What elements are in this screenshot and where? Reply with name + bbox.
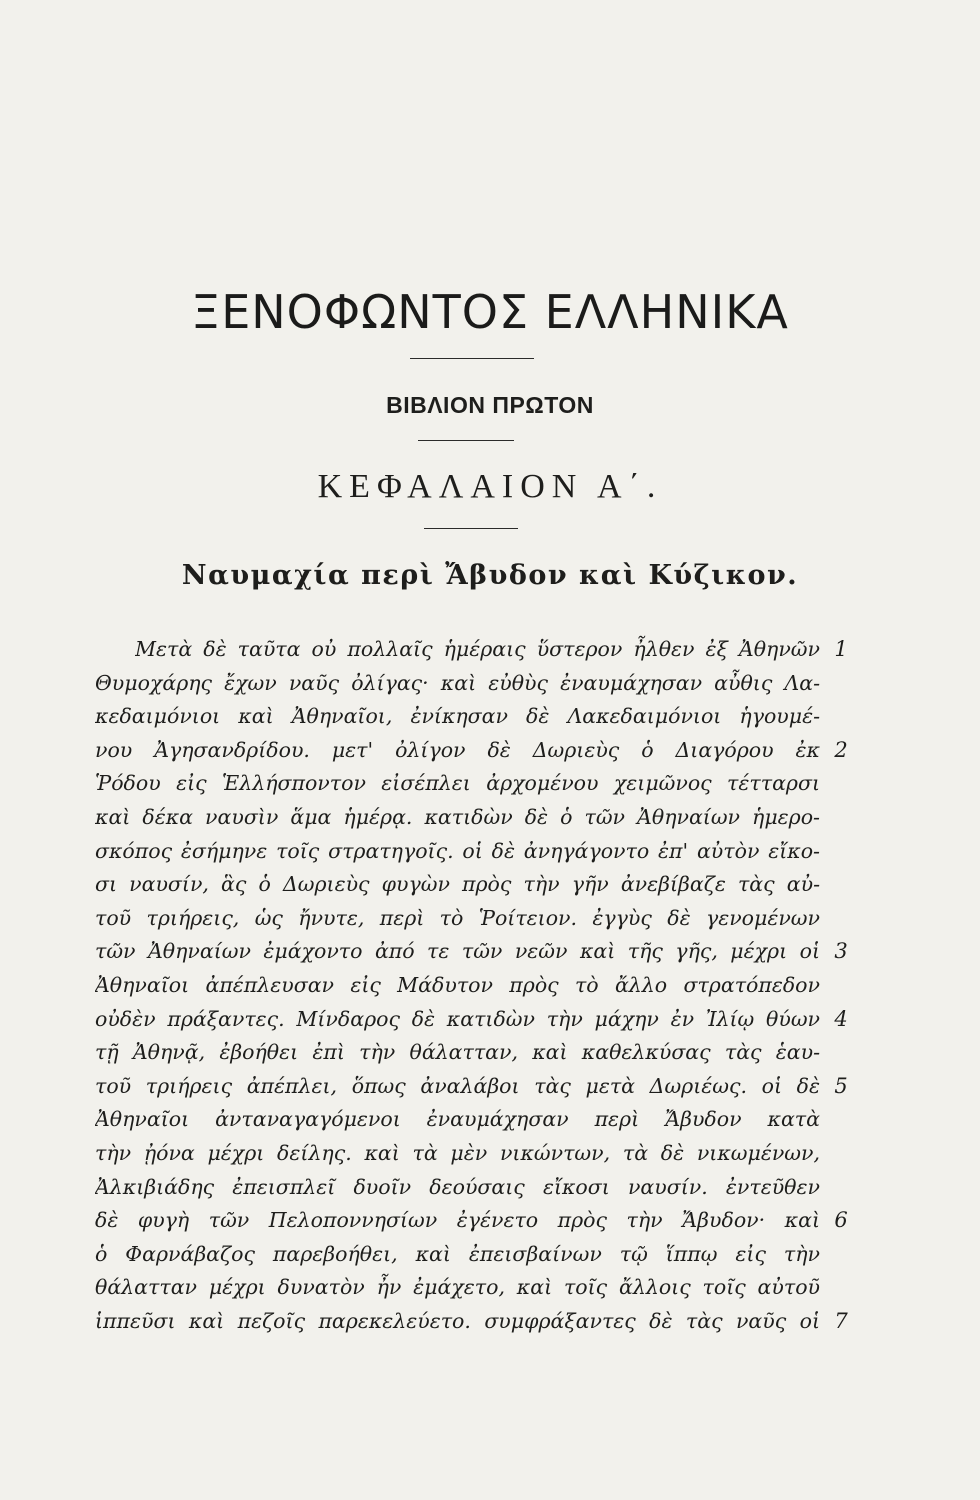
text-line: σκόπος ἐσήμηνε τοῖς στρατηγοῖς. οἱ δὲ ἀνηγάγοντο ἐπ' αὐτὸν εἴκο- xyxy=(95,838,820,863)
text-line: οὐδὲν πράξαντες. Μίνδαρος δὲ κατιδὼν τὴν μάχην ἐν Ἰλίῳ θύων xyxy=(95,1006,820,1031)
text-line: κεδαιμόνιοι καὶ Ἀθηναῖοι, ἐνίκησαν δὲ Λακεδαιμόνιοι ἡγουμέ- xyxy=(95,704,820,729)
rule-2 xyxy=(418,440,514,441)
text-line: Ἀθηναῖοι ἀνταναγαγόμενοι ἐναυμάχησαν περὶ Ἄβυδον κατὰ xyxy=(95,1107,820,1132)
book-heading: ΒΙΒΛΙΟΝ ΠΡΩΤΟΝ xyxy=(386,392,594,418)
text-line: θάλατταν μέχρι δυνατὸν ἦν ἐμάχετο, καὶ τοῖς ἄλλοις τοῖς αὐτοῦ xyxy=(95,1275,820,1300)
text-line: νου Ἀγησανδρίδου. μετ' ὀλίγον δὲ Δωριεὺς ὁ Διαγόρου ἐκ xyxy=(95,737,820,762)
section-number: 5 xyxy=(834,1073,848,1098)
text-line: δὲ φυγὴ τῶν Πελοποννησίων ἐγένετο πρὸς τὴν Ἄβυδον· καὶ xyxy=(95,1208,820,1233)
text-line: Ῥόδου εἰς Ἑλλήσποντον εἰσέπλει ἀρχομένου χειμῶνος τέτταρσι xyxy=(95,771,820,796)
text-line: Ἀθηναῖοι ἀπέπλευσαν εἰς Μάδυτον πρὸς τὸ ἄλλο στρατόπεδον xyxy=(95,973,820,997)
text-line: Ἀλκιβιάδης ἐπεισπλεῖ δυοῖν δεούσαις εἴκοσι ναυσίν. ἐντεῦθεν xyxy=(95,1174,820,1199)
text-line: τὴν ᾐόνα μέχρι δείλης. καὶ τὰ μὲν νικώντων, τὰ δὲ νικωμένων, xyxy=(95,1141,820,1165)
text-line: ὁ Φαρνάβαζος παρεβοήθει, καὶ ἐπεισβαίνων τῷ ἵππῳ εἰς τὴν xyxy=(95,1241,820,1266)
text-line: Θυμοχάρης ἔχων ναῦς ὀλίγας· καὶ εὐθὺς ἐναυμάχησαν αὖθις Λα- xyxy=(95,670,820,695)
text-line: Μετὰ δὲ ταῦτα οὐ πολλαῖς ἡμέραις ὕστερον ἦλθεν ἐξ Ἀθηνῶν xyxy=(135,637,820,661)
text-line: τῇ Ἀθηνᾷ, ἐβοήθει ἐπὶ τὴν θάλατταν, καὶ καθελκύσας τὰς ἑαυ- xyxy=(95,1040,820,1065)
text-line: καὶ δέκα ναυσὶν ἅμα ἡμέρᾳ. κατιδὼν δὲ ὁ τῶν Ἀθηναίων ἡμερο- xyxy=(95,805,820,829)
chapter-heading: ΚΕΦΑΛΑΙΟΝ Α΄. xyxy=(317,468,663,505)
section-number: 7 xyxy=(834,1309,848,1333)
section-heading: Ναυμαχία περὶ Ἄβυδον καὶ Κύζικον. xyxy=(181,560,799,591)
text-line: τοῦ τριήρεις ἀπέπλει, ὅπως ἀναλάβοι τὰς μετὰ Δωριέως. οἱ δὲ xyxy=(95,1073,820,1098)
section-number: 3 xyxy=(834,939,848,964)
section-number: 4 xyxy=(834,1006,848,1031)
text-line: σι ναυσίν, ἃς ὁ Δωριεὺς φυγὼν πρὸς τὴν γῆν ἀνεβίβαζε τὰς αὐ- xyxy=(95,872,820,897)
section-number: 6 xyxy=(834,1208,848,1233)
text-line: ἱππεῦσι καὶ πεζοῖς παρεκελεύετο. συμφράξαντες δὲ τὰς ναῦς οἱ xyxy=(95,1309,820,1333)
text-line: τῶν Ἀθηναίων ἐμάχοντο ἀπό τε τῶν νεῶν καὶ τῆς γῆς, μέχρι οἱ xyxy=(95,939,820,964)
section-number: 2 xyxy=(834,737,848,762)
rule-1 xyxy=(410,358,534,359)
text-line: τοῦ τριήρεις, ὡς ἤνυτε, περὶ τὸ Ῥοίτειον. ἐγγὺς δὲ γενομένων xyxy=(95,905,820,930)
rule-3 xyxy=(424,528,518,529)
page-title: ΞΕΝΟΦΩΝΤΟΣ ΕΛΛΗΝΙΚΑ xyxy=(191,285,789,339)
section-number: 1 xyxy=(834,637,848,661)
